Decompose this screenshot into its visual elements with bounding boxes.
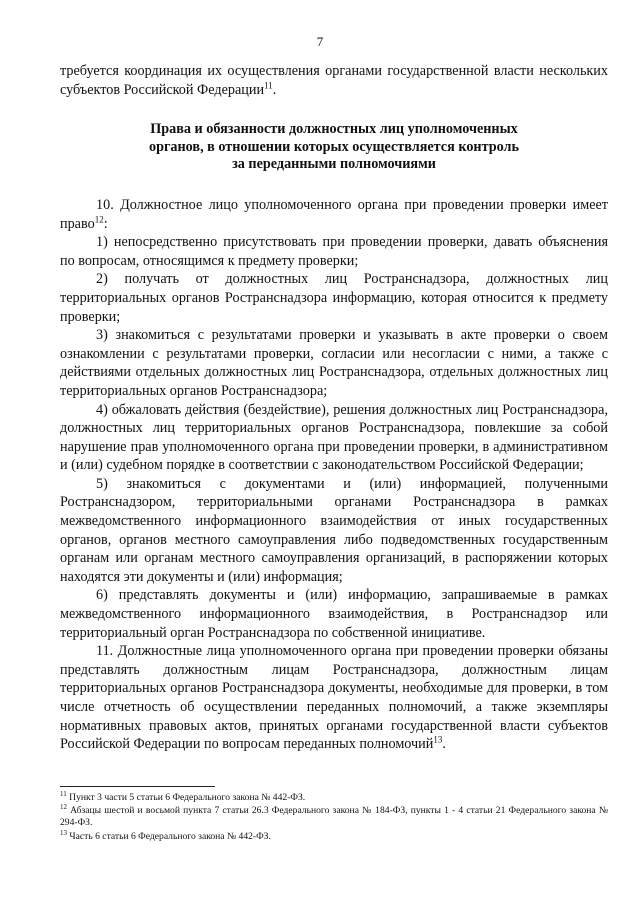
footnotes (60, 789, 608, 844)
paragraph-10 (60, 196, 608, 233)
intro-text: требуется координация их осуществления органами государственной власти нескольких субъектов Российской Федерации (60, 63, 608, 98)
footnote-text: Пункт 3 части 5 статьи 6 Федерального закона № 442-ФЗ. (66, 792, 306, 803)
footnote-divider (60, 786, 215, 787)
footnote-text: Часть 6 статьи 6 Федерального закона № 442-ФЗ. (67, 830, 271, 842)
paragraph-10-item-4: 4) обжаловать действия (бездействие), решения должностных лиц Ространснадзора, должностных лиц территориальных органов Ространснадзора, повлекшие за собой нарушение прав уполномоченного органа при проведении проверки, в административном и (или) судебном порядке в соответствии с законодательством Российской Федерации; (60, 401, 608, 474)
footnote-number: 12 (60, 803, 67, 812)
footnote-text: Абзацы шестой и восьмой пункта 7 статьи 26.3 Федерального закона № 184-ФЗ, пункты 1 - 4 статьи 21 Федерального закона № 294-ФЗ. (60, 805, 608, 829)
footnote-13 (60, 828, 608, 843)
footnote-ref-13: 13 (433, 734, 443, 745)
section-heading (60, 121, 608, 174)
heading-line-3: за переданными полномочиями (232, 156, 436, 173)
intro-tail: . (272, 81, 277, 98)
paragraph-11-tail: . (442, 736, 446, 753)
paragraph-10-item-6: 6) представлять документы и (или) информацию, запрашиваемые в рамках межведомственного информационного взаимодействия, в Ространснадзор или территориальный орган Ространснадзора по собственной инициативе. (60, 587, 608, 641)
footnote-number: 11 (60, 789, 67, 798)
paragraph-11-text: 11. Должностные лица уполномоченного органа при проведении проверки обязаны представлять должностным лицам Ространснадзора, должностным лицам территориальных органов Ространснадзора документы, необходимые для проверки, в том числе отчетность об осуществлении переданных полномочий, а также экземпляры нормативных правовых актов, принятых органами государственной власти субъектов Российской Федерации по вопросам переданных полномочий (60, 643, 608, 753)
footnote-ref-12: 12 (94, 213, 104, 224)
paragraph-10-item-5: 5) знакомиться с документами и (или) информацией, полученными Ространснадзором, территориальными органами Ространснадзора в рамках межведомственного информационного взаимодействия от иных государственных органов, органов местного самоуправления либо подведомственных государственным органам или органам местного самоуправления организаций, в распоряжении которых находятся эти документы и (или) информация; (60, 475, 608, 585)
intro-paragraph (60, 62, 608, 99)
paragraph-10-item-3: 3) знакомиться с результатами проверки и указывать в акте проверки о своем ознакомлении с результатами проверки, согласии или несогласии с ними, а также с действиями отдельных должностных лиц Ространснадзора, отдельных должностных лиц территориальных органов Ространснадзора; (60, 327, 608, 399)
footnote-number: 13 (60, 828, 67, 837)
paragraph-10-tail: : (103, 215, 108, 232)
footnote-12 (60, 805, 608, 829)
document-body (60, 62, 608, 754)
paragraph-10-text: 10. Должностное лицо уполномоченного органа при проведении проверки имеет право (60, 196, 608, 232)
heading-line-2: органов, в отношении которых осуществляется контроль (148, 138, 519, 155)
paragraph-11 (60, 642, 608, 754)
heading-line-1: Права и обязанности должностных лиц уполномоченных (150, 121, 518, 138)
footnote-11 (60, 789, 608, 804)
footnote-ref-11: 11 (264, 79, 273, 90)
paragraph-10-item-1: 1) непосредственно присутствовать при проведении проверки, давать объяснения по вопросам, относящимся к предмету проверки; (60, 234, 608, 269)
paragraph-10-item-2: 2) получать от должностных лиц Ространснадзора, должностных лиц территориальных органов Ространснадзора информацию, которая относится к предмету проверки; (60, 271, 608, 325)
page-number: 7 (316, 34, 324, 49)
